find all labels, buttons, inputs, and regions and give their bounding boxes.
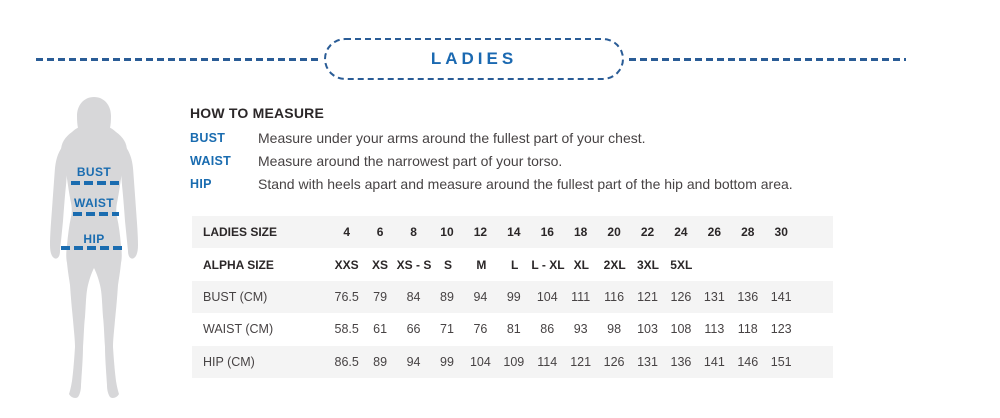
measure-bust-text: Measure under your arms around the fullest part of your chest.	[258, 129, 646, 146]
figure-waist-line	[73, 212, 119, 216]
header-dashed-line-left	[36, 58, 321, 61]
table-cell: 99	[440, 354, 454, 369]
table-cell: 4	[343, 225, 351, 240]
table-cell: 98	[607, 322, 622, 337]
table-cell: 89	[373, 354, 388, 369]
table-cell: 28	[741, 225, 755, 240]
figure-bust-label: BUST	[76, 165, 112, 179]
table-cell: 104	[536, 289, 558, 304]
table-cell: M	[476, 257, 487, 272]
table-cell: 121	[637, 289, 658, 304]
measure-bust-label: BUST	[190, 130, 226, 145]
table-cell: 136	[737, 289, 759, 304]
table-cell: 5XL	[670, 257, 693, 272]
table-cell: 58.5	[334, 322, 359, 337]
table-cell: 116	[604, 289, 625, 304]
table-cell: 99	[506, 289, 521, 304]
table-cell: 18	[573, 225, 588, 240]
table-cell: S	[444, 257, 453, 272]
table-row	[192, 281, 833, 313]
figure-hip-label: HIP	[83, 232, 105, 246]
table-cell: 6	[376, 225, 384, 240]
table-row-label: BUST (CM)	[203, 289, 268, 304]
table-cell: 126	[670, 289, 692, 304]
table-cell: 3XL	[636, 257, 659, 272]
section-title: LADIES	[430, 49, 518, 68]
table-cell: 141	[770, 289, 792, 304]
table-cell: 12	[473, 225, 488, 240]
table-cell: 131	[703, 289, 725, 304]
table-row-label: HIP (CM)	[203, 354, 255, 369]
table-cell: 111	[571, 289, 591, 304]
figure-bust-line	[71, 181, 121, 185]
measure-row-bust	[190, 129, 910, 146]
table-cell: XS	[371, 257, 388, 272]
measure-row-hip	[190, 175, 910, 192]
table-cell: L	[510, 257, 519, 272]
table-cell: 103	[637, 322, 658, 337]
table-row-label: LADIES SIZE	[203, 225, 278, 240]
table-cell: 136	[670, 354, 692, 369]
table-cell: 89	[440, 289, 454, 304]
table-cell: 126	[603, 354, 625, 369]
table-cell: 151	[770, 354, 792, 369]
table-cell: 93	[573, 322, 588, 337]
table-row	[192, 313, 833, 345]
figure-hip-line	[61, 246, 125, 250]
table-cell: 71	[440, 322, 454, 337]
table-cell: 14	[507, 225, 521, 240]
table-cell: 10	[440, 225, 454, 240]
table-cell: 94	[473, 289, 488, 304]
table-cell: 24	[674, 225, 688, 240]
table-cell: 20	[607, 225, 621, 240]
figure-waist-label: WAIST	[74, 196, 114, 210]
table-cell: 22	[640, 225, 655, 240]
table-cell: 61	[373, 322, 388, 337]
measure-hip-label: HIP	[190, 176, 212, 191]
table-cell: 114	[537, 354, 558, 369]
how-to-measure-title: HOW TO MEASURE	[190, 105, 324, 121]
table-row-label: WAIST (CM)	[203, 322, 274, 337]
table-cell: 66	[406, 322, 421, 337]
table-cell: 84	[406, 289, 421, 304]
measure-row-waist	[190, 152, 910, 169]
table-cell: XXS	[334, 257, 359, 272]
table-row-label: ALPHA SIZE	[203, 257, 274, 272]
header-dashed-line-right	[629, 58, 906, 61]
table-row	[192, 216, 833, 248]
table-cell: 76.5	[334, 289, 359, 304]
table-cell: 113	[704, 322, 725, 337]
table-cell: 141	[703, 354, 725, 369]
measure-waist-label: WAIST	[190, 153, 232, 168]
table-cell: 123	[770, 322, 792, 337]
table-cell: XS - S	[396, 257, 432, 272]
table-cell: 118	[737, 322, 758, 337]
table-cell: 81	[506, 322, 521, 337]
table-cell: 86	[540, 322, 555, 337]
size-table	[192, 216, 833, 378]
table-row	[192, 248, 833, 280]
table-cell: 131	[637, 354, 658, 369]
table-cell: 121	[570, 354, 592, 369]
table-cell: 26	[707, 225, 722, 240]
table-cell: 8	[410, 225, 417, 240]
table-cell: 146	[737, 354, 759, 369]
table-cell: 94	[406, 354, 421, 369]
table-cell: 79	[373, 289, 388, 304]
table-cell: L - XL	[531, 257, 565, 272]
table-cell: 86.5	[334, 354, 359, 369]
table-row	[192, 346, 833, 378]
section-title-pill	[324, 38, 624, 80]
table-cell: 30	[774, 225, 788, 240]
table-cell: 109	[503, 354, 525, 369]
table-cell: 76	[473, 322, 488, 337]
table-cell: XL	[573, 257, 589, 272]
measure-hip-text: Stand with heels apart and measure around the fullest part of the hip and bottom area.	[258, 175, 793, 192]
table-cell: 2XL	[603, 257, 626, 272]
table-cell: 108	[670, 322, 692, 337]
table-cell: 16	[540, 225, 554, 240]
measure-waist-text: Measure around the narrowest part of your torso.	[258, 152, 563, 169]
table-cell: 104	[469, 354, 491, 369]
